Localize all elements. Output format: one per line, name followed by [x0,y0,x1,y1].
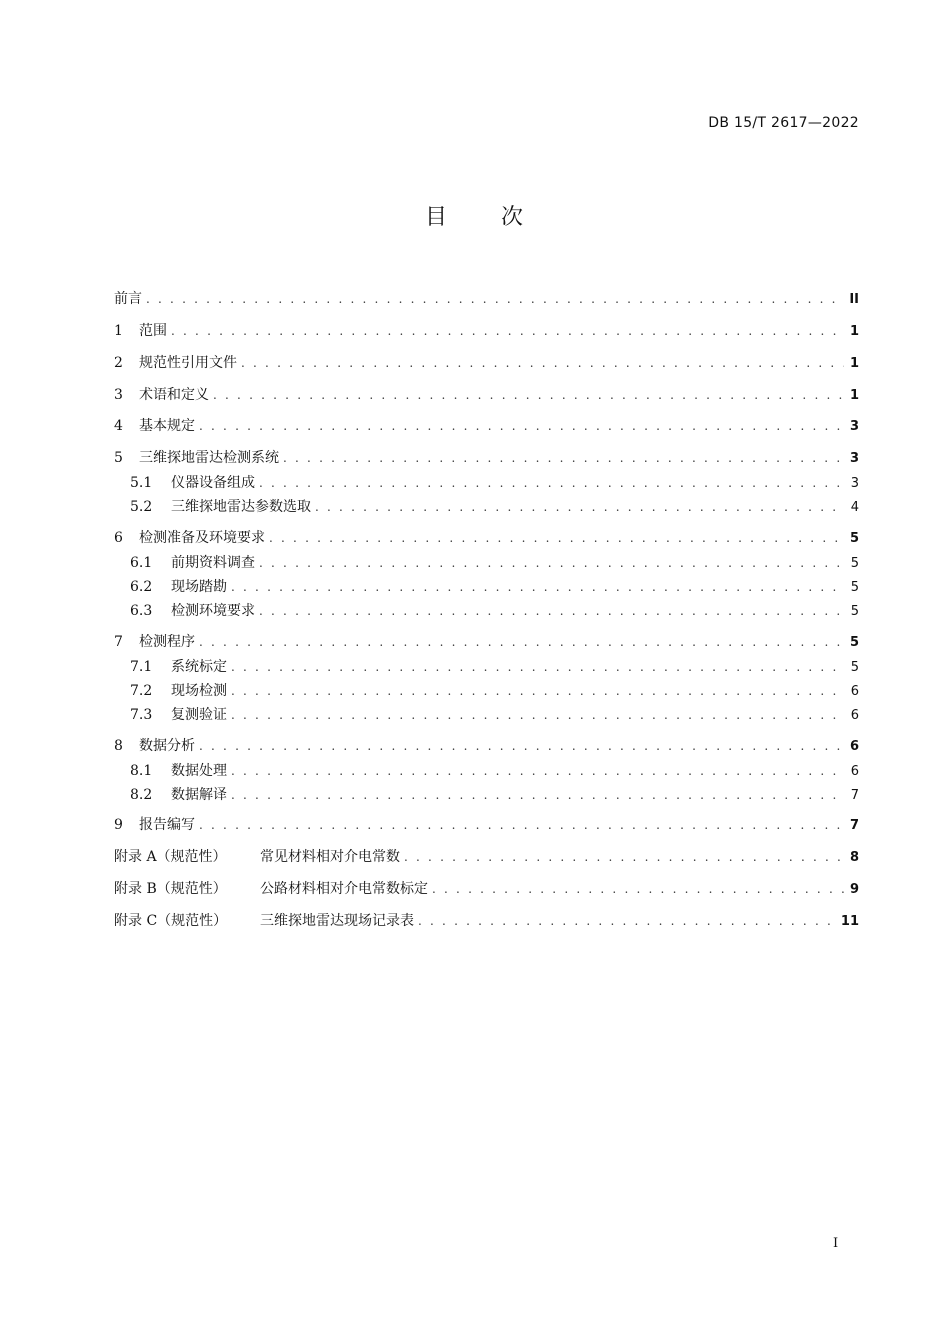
toc-entry-number: 7.3 [130,707,153,723]
toc-entry-label: 三维探地雷达参数选取 [171,499,311,515]
toc-entry-number: 7.1 [130,659,153,675]
toc-entry-7-3[interactable] [130,705,859,725]
leader-dots [259,601,845,621]
toc-entry-number: 9 [114,817,123,833]
toc-entry-6-3[interactable] [130,601,859,621]
toc-entry-number: 4 [114,418,123,434]
toc-entry-page: 5 [849,531,859,546]
toc-entry-label: 检测程序 [139,634,195,650]
title-char-2: 次 [501,205,526,230]
leader-dots [231,761,845,781]
leader-dots [199,632,844,652]
leader-dots [269,528,844,548]
toc-entry-number: 6 [114,530,123,546]
toc-entry-number: 6.2 [130,579,153,595]
toc-entry-6-2[interactable] [130,577,859,597]
toc-entry-page: 3 [850,476,859,491]
toc-entry-label: 现场踏勘 [171,579,227,595]
toc-entry-label: 术语和定义 [139,387,209,403]
toc-entry-label: 常见材料相对介电常数 [260,849,400,865]
toc-entry-5-2[interactable] [130,497,859,517]
toc-entry-8-1[interactable] [130,761,859,781]
toc-annex-tag: 附录 B（规范性） [114,881,227,897]
toc-entry-label: 检测准备及环境要求 [139,530,265,546]
toc-entry-number: 8.2 [130,787,153,803]
toc-entry-page: 5 [850,660,859,675]
toc-entry-page: 5 [849,635,859,650]
toc-entry-number: 7.2 [130,683,153,699]
title-char-1: 目 [424,205,449,230]
toc-entry-page: 1 [849,388,859,403]
page-title [0,200,950,231]
toc-entry-number: 6.3 [130,603,153,619]
toc-entry-number: 2 [114,355,123,371]
toc-entry-9[interactable] [114,815,859,835]
toc-entry-7[interactable] [114,632,859,652]
toc-entry-2[interactable] [114,353,859,373]
toc-entry-label: 数据解译 [171,787,227,803]
toc-entry-label: 仪器设备组成 [171,475,255,491]
toc-entry-page: 4 [850,500,859,515]
toc-entry-page: 3 [849,451,859,466]
leader-dots [231,577,845,597]
toc-entry-number: 1 [114,323,123,339]
toc-entry-label: 规范性引用文件 [139,355,237,371]
toc-entry-5[interactable] [114,448,859,468]
leader-dots [418,911,835,931]
leader-dots [259,553,845,573]
toc-entry-number: 5.2 [130,499,153,515]
toc-entry-8-2[interactable] [130,785,859,805]
toc-entry-page: 7 [849,818,859,833]
leader-dots [171,321,844,341]
toc-entry-label: 前期资料调查 [171,555,255,571]
toc-entry-label: 检测环境要求 [171,603,255,619]
toc-entry-label: 数据分析 [139,738,195,754]
leader-dots [432,879,844,899]
toc-entry-page: 6 [850,684,859,699]
toc-entry-1[interactable] [114,321,859,341]
leader-dots [199,736,844,756]
toc-entry-number: 6.1 [130,555,153,571]
toc-annex-tag: 附录 C（规范性） [114,913,228,929]
toc-entry-number: 3 [114,387,123,403]
leader-dots [231,657,845,677]
toc-entry-number: 5.1 [130,475,153,491]
toc-entry-page: II [849,292,859,307]
toc-entry-label: 报告编写 [139,817,195,833]
toc-entry-page: 8 [849,850,859,865]
leader-dots [213,385,844,405]
toc-entry-label: 系统标定 [171,659,227,675]
toc-entry-annex-a[interactable] [114,847,859,867]
toc-entry-annex-c[interactable] [114,911,859,931]
toc-entry-number: 7 [114,634,123,650]
leader-dots [283,448,844,468]
toc-entry-page: 1 [849,324,859,339]
toc-entry-number: 8 [114,738,123,754]
toc-entry-page: 7 [850,788,859,803]
leader-dots [404,847,844,867]
toc-entry-page: 6 [850,764,859,779]
toc-entry-label: 三维探地雷达检测系统 [139,450,279,466]
toc-entry-label: 基本规定 [139,418,195,434]
toc-entry-4[interactable] [114,416,859,436]
toc-entry-foreword[interactable] [114,289,859,309]
toc-entry-8[interactable] [114,736,859,756]
toc-entry-annex-b[interactable] [114,879,859,899]
toc-entry-page: 9 [849,882,859,897]
leader-dots [231,785,845,805]
toc-entry-page: 6 [850,708,859,723]
toc-entry-label: 前言 [114,291,142,307]
toc-entry-label: 现场检测 [171,683,227,699]
toc-entry-number: 5 [114,450,123,466]
toc-entry-number: 8.1 [130,763,153,779]
toc-entry-7-2[interactable] [130,681,859,701]
leader-dots [231,681,845,701]
toc-entry-6-1[interactable] [130,553,859,573]
leader-dots [199,815,844,835]
leader-dots [146,289,843,309]
toc-entry-7-1[interactable] [130,657,859,677]
leader-dots [241,353,844,373]
toc-entry-3[interactable] [114,385,859,405]
leader-dots [231,705,845,725]
toc-entry-label: 三维探地雷达现场记录表 [260,913,414,929]
leader-dots [199,416,844,436]
toc-annex-tag: 附录 A（规范性） [114,849,227,865]
leader-dots [259,473,845,493]
toc-entry-label: 复测验证 [171,707,227,723]
toc-entry-label: 数据处理 [171,763,227,779]
leader-dots [315,497,845,517]
toc-entry-5-1[interactable] [130,473,859,493]
toc-entry-6[interactable] [114,528,859,548]
footer-page-number: I [833,1236,839,1251]
toc-entry-page: 5 [850,580,859,595]
document-code: DB 15/T 2617—2022 [708,115,859,131]
toc-entry-page: 3 [849,419,859,434]
toc-entry-page: 5 [850,556,859,571]
toc-entry-page: 11 [840,914,859,929]
toc-entry-page: 5 [850,604,859,619]
toc-entry-page: 6 [849,739,859,754]
toc-entry-label: 公路材料相对介电常数标定 [260,881,428,897]
toc-entry-label: 范围 [139,323,167,339]
toc-entry-page: 1 [849,356,859,371]
